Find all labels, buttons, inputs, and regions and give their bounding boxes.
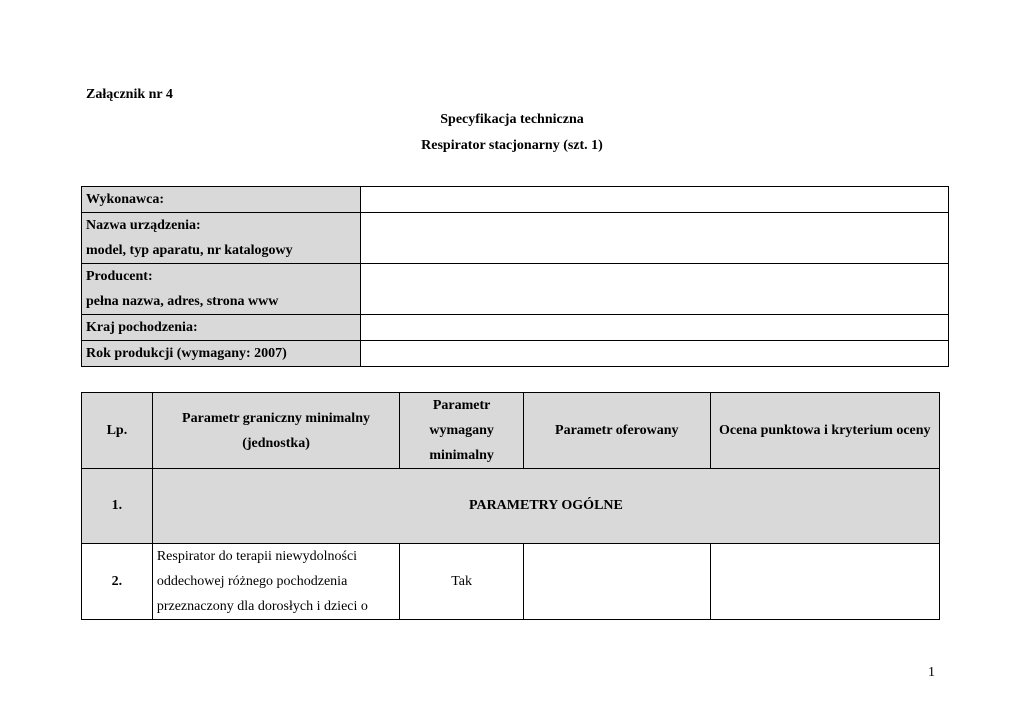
contractor-label: Wykonawca: (82, 187, 361, 213)
row-number: 2. (82, 544, 153, 620)
info-table (81, 186, 949, 367)
producer-line1: Producent: (86, 269, 153, 284)
document-subtitle: Respirator stacjonarny (szt. 1) (421, 138, 603, 153)
row-score (710, 544, 939, 620)
spec-header-row (82, 393, 940, 469)
info-row-device (82, 213, 949, 264)
row-description-line1: Respirator do terapii niewydolności (156, 549, 358, 564)
header-lp: Lp. (82, 393, 153, 469)
header-required-line1: Parametr (432, 398, 491, 413)
producer-value (361, 264, 949, 315)
header-required-line3: minimalny (429, 448, 494, 463)
header-param (152, 393, 399, 469)
row-offered (524, 544, 711, 620)
page-number: 1 (928, 665, 935, 680)
header-score: Ocena punktowa i kryterium oceny (710, 393, 939, 469)
info-row-year (82, 341, 949, 367)
header-param-line1: Parametr graniczny minimalny (182, 410, 370, 426)
year-value (361, 341, 949, 367)
device-name-label (82, 213, 361, 264)
header-required-line2: wymagany (429, 423, 494, 438)
header-param-line2: (jednostka) (242, 435, 310, 451)
document-title: Specyfikacja techniczna (440, 112, 584, 127)
section-number: 1. (82, 469, 153, 544)
country-label: Kraj pochodzenia: (82, 315, 361, 341)
annex-label: Załącznik nr 4 (86, 87, 173, 102)
info-row-contractor (82, 187, 949, 213)
device-name-value (361, 213, 949, 264)
header-offered: Parametr oferowany (524, 393, 711, 469)
row-description (152, 544, 399, 620)
info-row-country (82, 315, 949, 341)
section-title: PARAMETRY OGÓLNE (152, 469, 939, 544)
spec-table (81, 392, 940, 620)
producer-label (82, 264, 361, 315)
section-row (82, 469, 940, 544)
year-label: Rok produkcji (wymagany: 2007) (82, 341, 361, 367)
device-name-line1: Nazwa urządzenia: (86, 218, 201, 233)
header-required (400, 393, 524, 469)
row-description-line2: oddechowej różnego pochodzenia (156, 574, 348, 589)
producer-line2: pełna nazwa, adres, strona www (86, 294, 279, 309)
row-required: Tak (400, 544, 524, 620)
row-description-line3: przeznaczony dla dorosłych i dzieci o (156, 599, 368, 614)
table-row (82, 544, 940, 620)
device-name-line2: model, typ aparatu, nr katalogowy (86, 243, 293, 258)
country-value (361, 315, 949, 341)
info-row-producer (82, 264, 949, 315)
contractor-value (361, 187, 949, 213)
